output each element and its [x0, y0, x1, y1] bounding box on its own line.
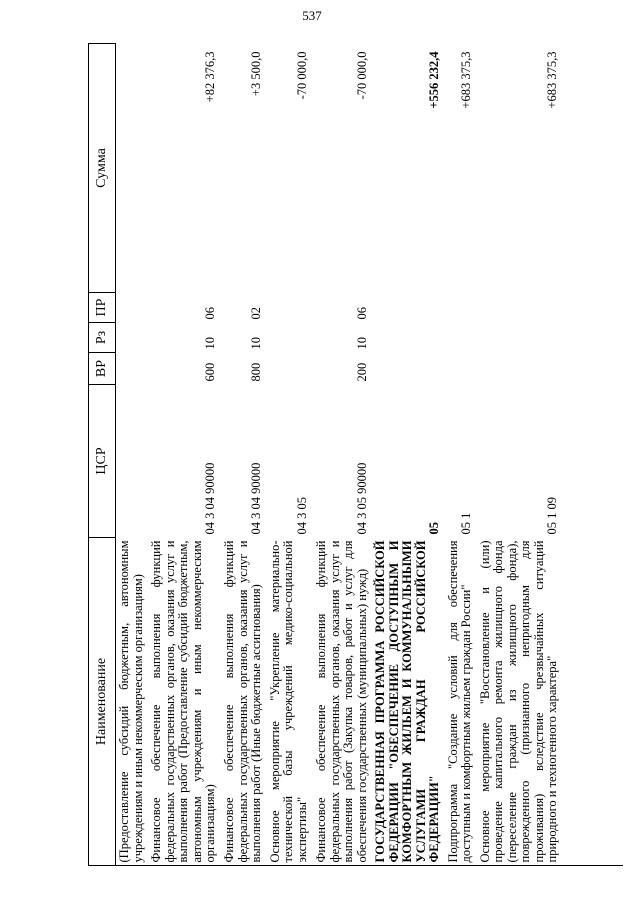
- row-vr: [116, 353, 149, 385]
- row-csr: 04 3 05 90000: [354, 462, 369, 535]
- row-pr: 06: [203, 307, 217, 320]
- row-csr: 05 1: [459, 512, 473, 535]
- row-rz: 10: [249, 337, 263, 350]
- row-rz: 10: [203, 337, 217, 350]
- row-csr: 04 3 04 90000: [203, 462, 217, 535]
- row-sum: +3 500,0: [249, 51, 263, 97]
- row-name: (Предоставление субсидий бюджетным, автономным учреждениям и иным некоммерческим организациям): [117, 540, 145, 863]
- row-csr: 05: [427, 522, 441, 535]
- row-sum: +683 375,3: [459, 51, 473, 109]
- row-vr: [445, 353, 477, 385]
- row-pr: [267, 293, 313, 323]
- row-sum: -70 000,0: [294, 51, 309, 100]
- budget-table: [88, 43, 563, 866]
- table-header-row: [89, 44, 116, 866]
- table-row: [445, 44, 477, 866]
- row-sum: +82 376,3: [203, 51, 217, 103]
- table-row: [116, 44, 149, 866]
- row-sum: -70 000,0: [354, 51, 369, 100]
- row-csr: 05 1 09: [545, 497, 559, 535]
- row-name: ГОСУДАРСТВЕННАЯ ПРОГРАММА РОССИЙСКОЙ ФЕДЕРАЦИИ "ОБЕСПЕЧЕНИЕ ДОСТУПНЫМ И КОМФОРТНЫМ ЖИЛЬЕМ И КОММУНАЛЬНЫМИ УСЛУГАМИ ГРАЖДАН РОССИЙСКОЙ ФЕДЕРАЦИИ": [373, 540, 441, 863]
- table-row: [477, 44, 563, 866]
- table-row: [312, 44, 372, 866]
- row-rz: [116, 323, 149, 353]
- row-name: Финансовое обеспечение выполнения функций федеральных государственных органов, оказания услуг и выполнения работ (Закупка товаров, работ и услуг для обеспечения государственных (муниципальных) нужд): [314, 540, 369, 863]
- row-rz: [267, 323, 313, 353]
- table-row: [148, 44, 221, 866]
- header-rz: Рз: [89, 323, 116, 353]
- row-name: Финансовое обеспечение выполнения функций федеральных государственных органов, оказания услуг и выполнения работ (Иные бюджетные ассигнования): [222, 540, 263, 863]
- row-sum: +683 375,3: [545, 51, 559, 109]
- row-csr: 04 3 05: [294, 497, 309, 535]
- row-rz: [445, 323, 477, 353]
- row-name: Основное мероприятие "Укрепление материально-технической базы учреждений медико-социальной экспертизы": [267, 540, 309, 863]
- row-rz: [477, 323, 563, 353]
- row-vr: [477, 353, 563, 385]
- table-row: [221, 44, 267, 866]
- table-row: [267, 44, 313, 866]
- table-left-border: [115, 865, 623, 866]
- row-vr: [372, 353, 445, 385]
- row-vr: 800: [249, 362, 263, 382]
- header-vr: ВР: [89, 353, 116, 385]
- row-name: Основное мероприятие "Восстановление и (или) проведение капитального ремонта жилищного фонда (переселение граждан из жилищного фонда), поврежденного (признанного непригодным для проживания) вследствие чрезвычайных ситуаций природного и техногенного характера": [477, 540, 559, 863]
- row-sum: +556 232,4: [427, 51, 441, 109]
- row-pr: 06: [354, 307, 369, 320]
- row-pr: [372, 293, 445, 323]
- header-csr: ЦСР: [89, 385, 116, 538]
- row-vr: 200: [354, 362, 369, 382]
- row-rz: [372, 323, 445, 353]
- row-rz: 10: [354, 337, 369, 350]
- header-pr: ПР: [89, 293, 116, 323]
- row-pr: [445, 293, 477, 323]
- row-vr: 600: [203, 362, 217, 382]
- budget-table-rotated: [88, 44, 623, 866]
- row-vr: [267, 353, 313, 385]
- row-pr: [477, 293, 563, 323]
- row-name: Подпрограмма "Создание условий для обеспечения доступным и комфортным жильем граждан России": [445, 540, 473, 863]
- header-name: Наименование: [89, 538, 116, 866]
- table-row: [372, 44, 445, 866]
- page-number: 537: [302, 8, 322, 23]
- row-sum: [116, 44, 149, 293]
- row-csr: 04 3 04 90000: [249, 462, 263, 535]
- row-csr: [116, 385, 149, 538]
- header-sum: Сумма: [89, 44, 116, 293]
- row-pr: 02: [249, 307, 263, 320]
- row-pr: [116, 293, 149, 323]
- row-name: Финансовое обеспечение выполнения функций федеральных государственных органов, оказания услуг и выполнения работ (Предоставление субсидий бюджетным, автономным учреждениям и иным некоммерческим организациям): [149, 540, 217, 863]
